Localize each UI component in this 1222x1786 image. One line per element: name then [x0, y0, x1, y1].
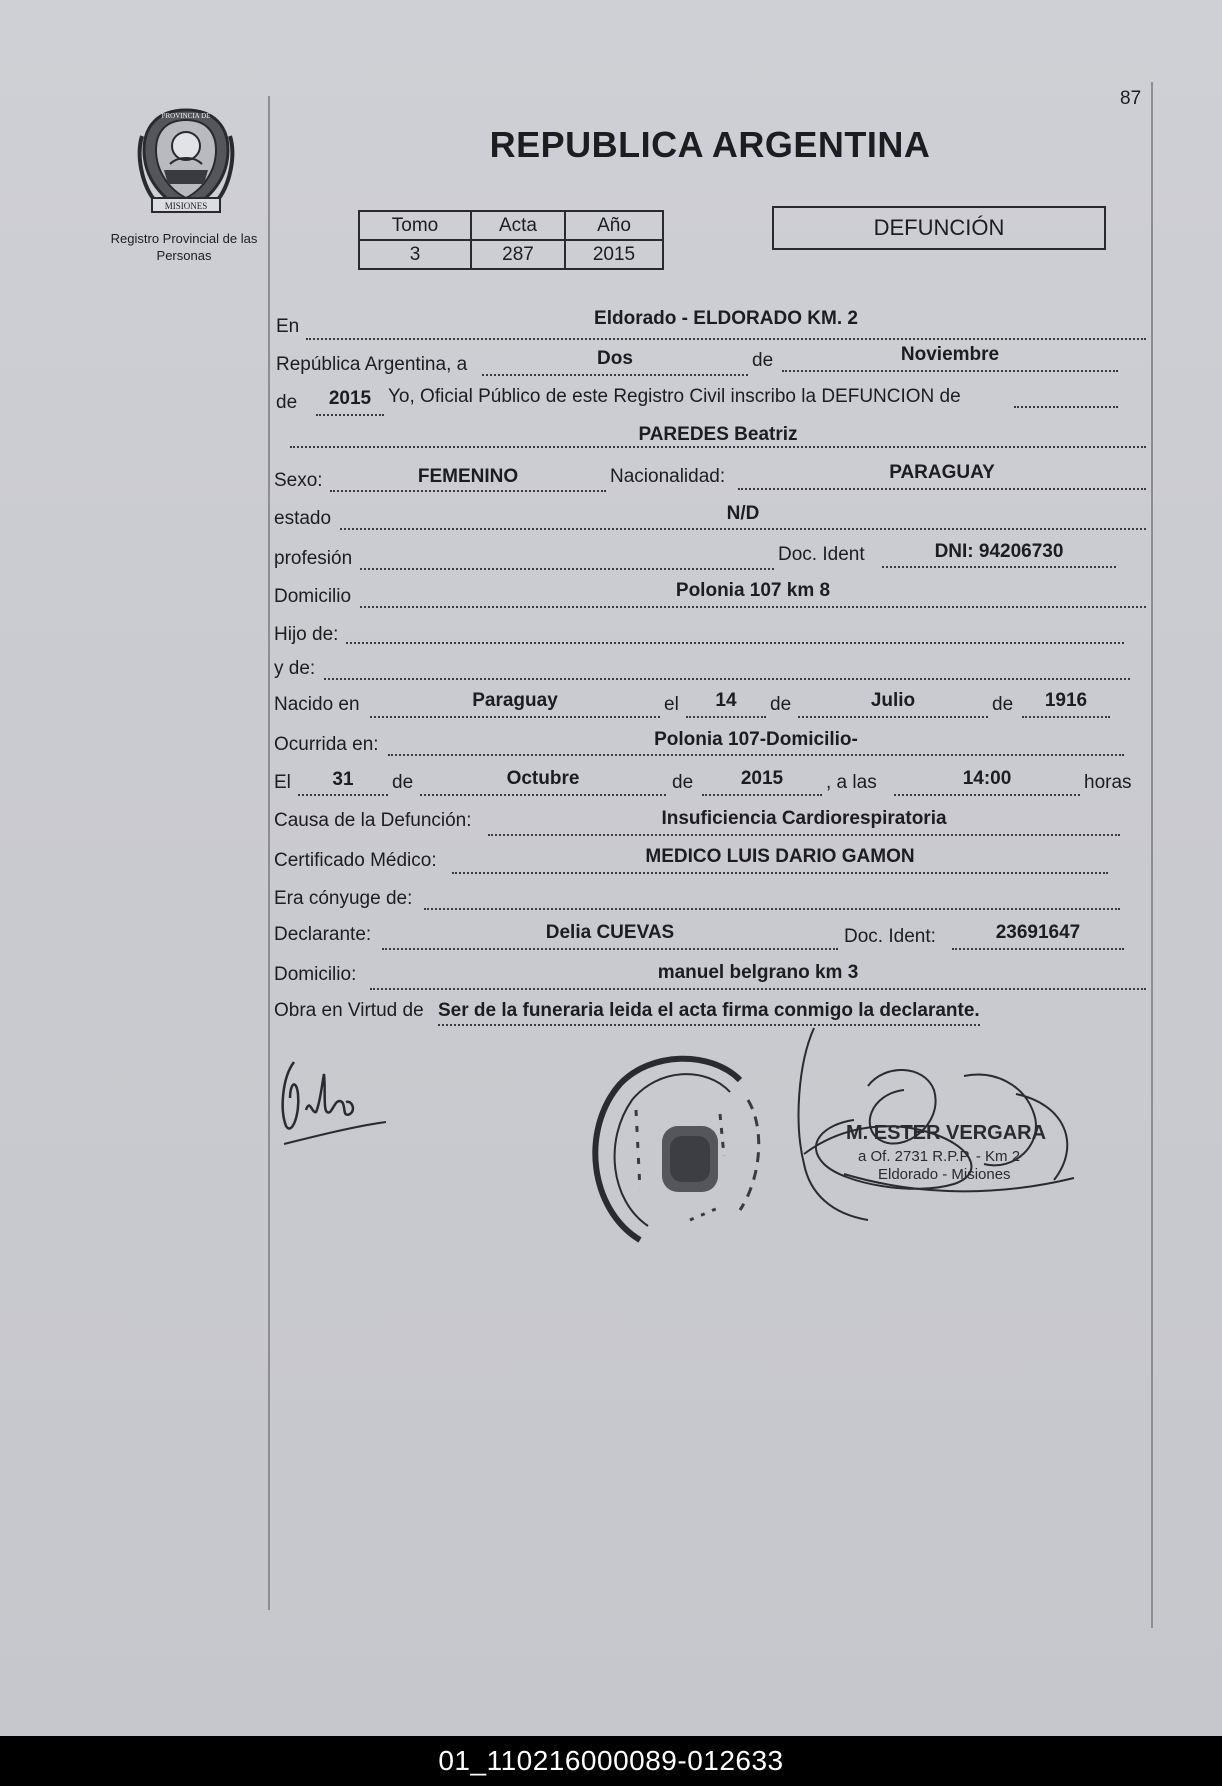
conyuge-label: Era cónyuge de:: [274, 888, 413, 909]
death-month-value: Octubre: [506, 768, 580, 789]
day-line: [482, 374, 748, 376]
domicilio2-label: Domicilio:: [274, 964, 357, 985]
month-value: Noviembre: [900, 344, 1000, 365]
yde-label: y de:: [274, 658, 316, 679]
horas-label: horas: [1084, 772, 1132, 793]
certificado-value: MEDICO LUIS DARIO GAMON: [645, 846, 915, 867]
footer-code: 01_110216000089-012633: [438, 1745, 784, 1776]
doc-ident-value: DNI: 94206730: [934, 541, 1064, 562]
sexo-value: FEMENINO: [417, 466, 519, 487]
domicilio2-value: manuel belgrano km 3: [657, 962, 859, 983]
death-time-value: 14:00: [962, 768, 1012, 789]
nacionalidad-value: PARAGUAY: [889, 462, 995, 483]
registry-round-stamp: [570, 1040, 770, 1260]
de-label-2: de: [276, 392, 298, 413]
page-number: 87: [1120, 88, 1142, 109]
certificado-label: Certificado Médico:: [274, 850, 437, 871]
obra-label: Obra en Virtud de: [274, 1000, 424, 1021]
year-value: 2015: [328, 388, 372, 409]
en-label: En: [276, 316, 300, 337]
doc-ident2-label: Doc. Ident:: [844, 926, 936, 947]
de-label-3: de: [770, 694, 792, 715]
place-value: Eldorado - ELDORADO KM. 2: [594, 308, 858, 329]
death-day-value: 31: [332, 769, 354, 790]
tomo-value: 3: [359, 240, 471, 269]
official-name: M. ESTER VERGARA: [846, 1122, 1047, 1144]
de-label-1: de: [752, 350, 774, 371]
declarante-line: [382, 948, 838, 950]
acta-value: 287: [471, 240, 565, 269]
birth-month-line: [798, 716, 988, 718]
birth-year-value: 1916: [1044, 690, 1088, 711]
doc-ident-label: Doc. Ident: [778, 544, 865, 565]
left-margin-line: [268, 96, 270, 1610]
provincial-seal-icon: [134, 106, 238, 218]
footer-code-bar: [0, 1736, 1222, 1786]
declarante-value: Delia CUEVAS: [545, 922, 675, 943]
estado-label: estado: [274, 508, 332, 529]
oficial-line: [1014, 406, 1118, 408]
estado-line: [340, 528, 1146, 530]
death-year-line: [702, 794, 822, 796]
nacido-line: [370, 716, 660, 718]
domicilio-line: [360, 606, 1146, 608]
causa-value: Insuficiencia Cardiorespiratoria: [661, 808, 947, 829]
year-line: [316, 414, 384, 416]
day-value: Dos: [597, 348, 633, 369]
svg-text:MISIONES: MISIONES: [164, 201, 208, 211]
death-day-line: [298, 794, 388, 796]
obra-value: Ser de la funeraria leida el acta firma conmigo la declarante.: [438, 1000, 980, 1026]
hijo-label: Hijo de:: [274, 624, 339, 645]
causa-label: Causa de la Defunción:: [274, 810, 472, 831]
causa-line: [488, 834, 1120, 836]
de-label-6: de: [672, 772, 694, 793]
document-type: DEFUNCIÓN: [772, 206, 1106, 250]
nacido-label: Nacido en: [274, 694, 360, 715]
nacionalidad-label: Nacionalidad:: [610, 466, 726, 487]
month-line: [782, 370, 1118, 372]
anio-header: Año: [565, 211, 663, 240]
birth-month-value: Julio: [870, 690, 916, 711]
nacido-value: Paraguay: [472, 690, 558, 711]
birth-day-line: [686, 716, 766, 718]
death-year-value: 2015: [740, 768, 784, 789]
record-table: [358, 210, 664, 270]
nacionalidad-line: [738, 488, 1146, 490]
declarante-label: Declarante:: [274, 924, 372, 945]
deceased-name: PAREDES Beatriz: [638, 424, 798, 445]
El-label: El: [274, 772, 291, 793]
svg-text:PROVINCIA DE: PROVINCIA DE: [161, 112, 211, 120]
doc-ident2-value: 23691647: [995, 922, 1081, 943]
conyuge-line: [424, 908, 1120, 910]
doc-ident2-line: [952, 948, 1124, 950]
domicilio-label: Domicilio: [274, 586, 352, 607]
domicilio-value: Polonia 107 km 8: [675, 580, 831, 601]
estado-value: N/D: [726, 503, 760, 524]
ocurrida-line: [388, 754, 1124, 756]
record-header-row: [359, 211, 663, 240]
profesion-line: [360, 568, 774, 570]
declarant-signature: [276, 1054, 396, 1150]
ocurrida-label: Ocurrida en:: [274, 734, 379, 755]
official-location: Eldorado - Misiones: [878, 1166, 1011, 1183]
oficial-text: Yo, Oficial Público de este Registro Civil inscribo la DEFUNCION de: [388, 386, 961, 407]
acta-header: Acta: [471, 211, 565, 240]
right-margin-line: [1151, 82, 1153, 1628]
birth-year-line: [1022, 716, 1110, 718]
de-label-4: de: [992, 694, 1014, 715]
de-label-5: de: [392, 772, 414, 793]
place-line: [306, 338, 1146, 340]
page-title: REPUBLICA ARGENTINA: [489, 124, 931, 165]
record-value-row: [359, 240, 663, 269]
deceased-line: [290, 446, 1146, 448]
ocurrida-value: Polonia 107-Domicilio-: [654, 729, 858, 750]
hijo-line: [346, 642, 1124, 644]
yde-line: [324, 678, 1130, 680]
anio-value: 2015: [565, 240, 663, 269]
death-time-line: [894, 794, 1080, 796]
sexo-label: Sexo:: [274, 470, 323, 491]
domicilio2-line: [370, 988, 1146, 990]
official-office: a Of. 2731 R.P.P. - Km 2: [858, 1148, 1021, 1165]
doc-ident-line: [882, 566, 1116, 568]
sexo-line: [330, 490, 606, 492]
death-month-line: [420, 794, 666, 796]
el-label: el: [664, 694, 679, 715]
birth-day-value: 14: [715, 690, 737, 711]
registry-name: Registro Provincial de las Personas: [110, 231, 258, 263]
a-las-label: , a las: [826, 772, 877, 793]
tomo-header: Tomo: [359, 211, 471, 240]
certificado-line: [452, 872, 1108, 874]
profesion-label: profesión: [274, 548, 353, 569]
republica-label: República Argentina, a: [276, 354, 468, 375]
